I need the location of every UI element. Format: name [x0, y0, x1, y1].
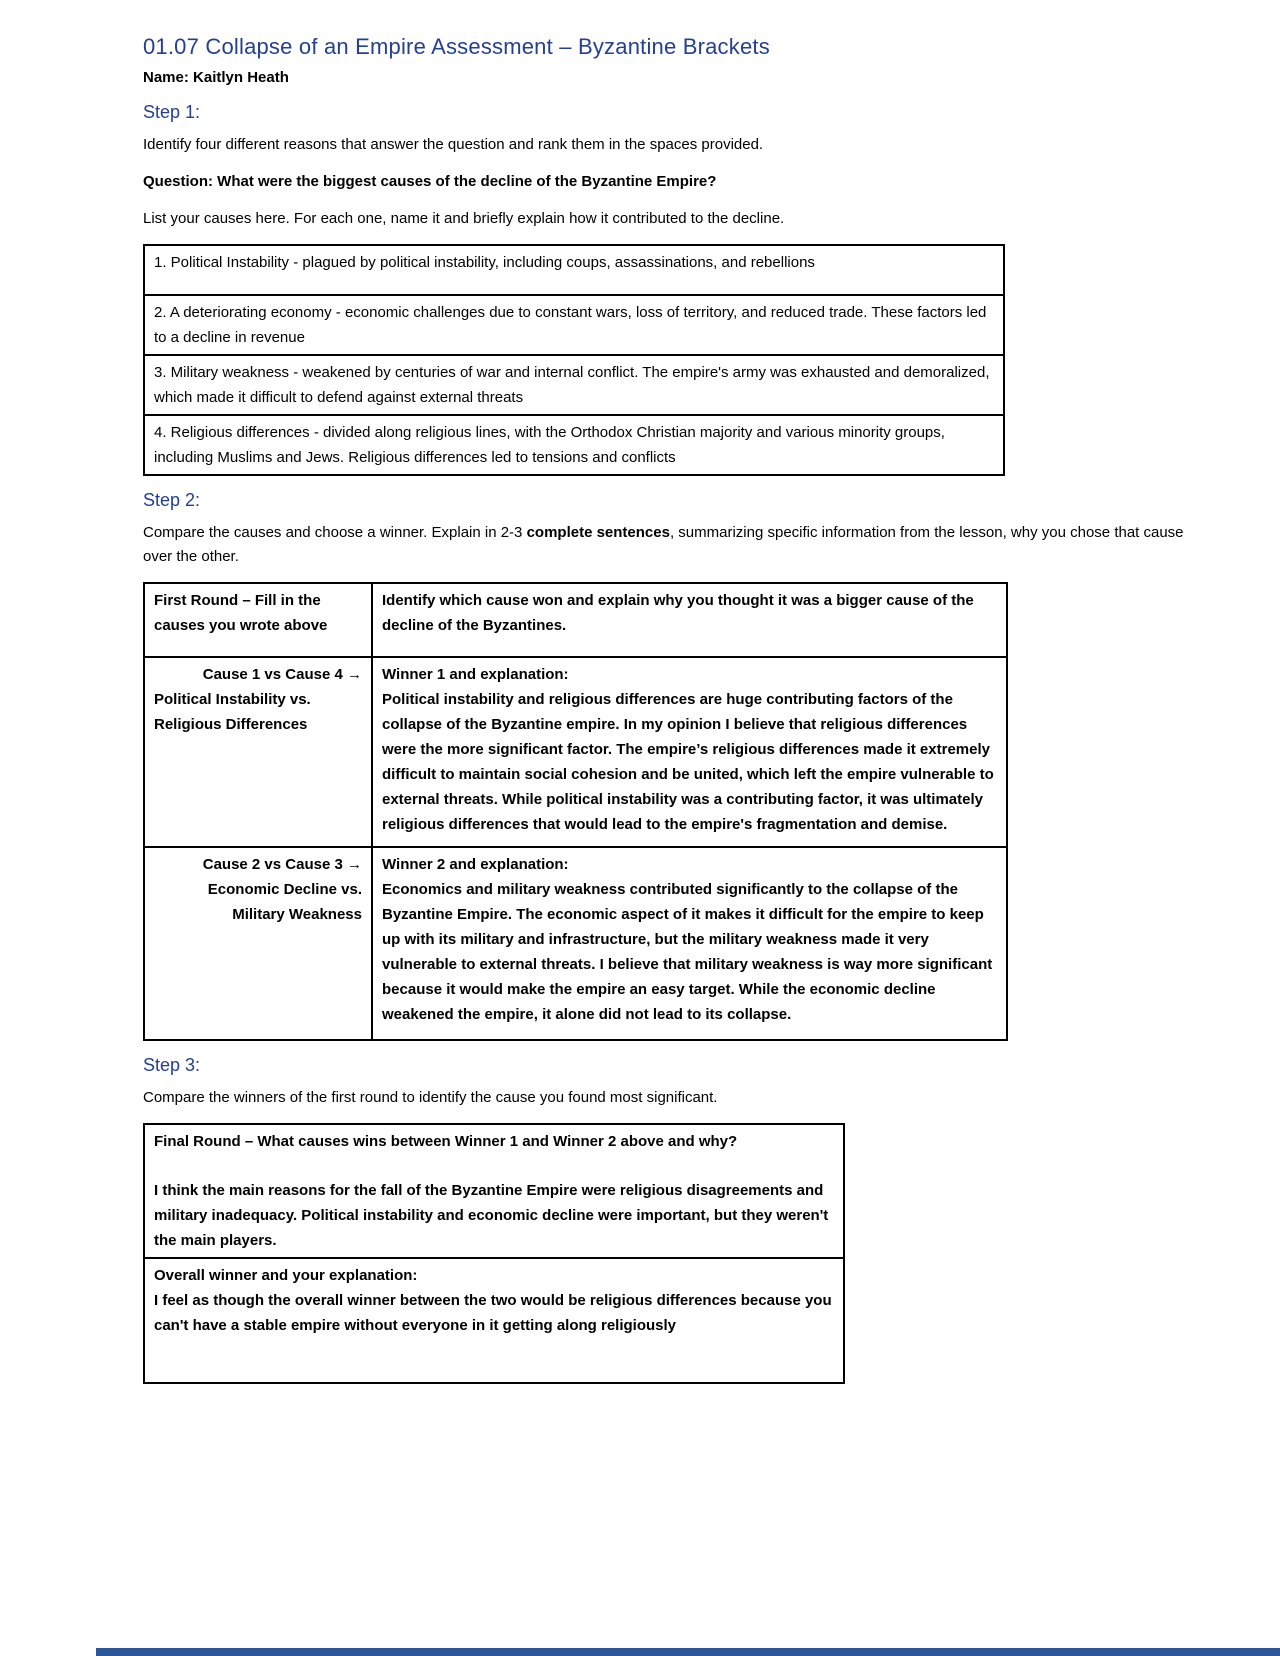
matchup-1-line-1: Cause 1 vs Cause 4 → [202, 666, 362, 683]
matchup-2-cell[interactable] [144, 847, 372, 1040]
winner-2-label: Winner 2 and explanation: [382, 856, 569, 873]
table-row [144, 295, 1004, 355]
step3-heading: Step 3: [143, 1055, 201, 1075]
next-page-edge-bar [96, 1648, 1280, 1656]
final-round-prompt: Final Round – What causes wins between Winner 1 and Winner 2 above and why? [154, 1133, 738, 1150]
winner-2-cell[interactable] [372, 847, 1007, 1040]
student-name: Name: Kaitlyn Heath [143, 69, 289, 86]
matchup-1-line-3: Religious Differences [154, 716, 308, 733]
winner-1-label: Winner 1 and explanation: [382, 666, 569, 683]
cause-2-cell[interactable]: 2. A deteriorating economy - economic challenges due to constant wars, loss of territory, and reduced trade. These factors led to a decline in revenue [144, 295, 1004, 355]
table-row [144, 657, 1007, 847]
winner-1-cell[interactable] [372, 657, 1007, 847]
table-row [144, 245, 1004, 295]
step2-instruction-bold: complete sentences [526, 524, 670, 541]
step2-instruction-prefix: Compare the causes and choose a winner. Explain in 2-3 [143, 524, 527, 541]
table-header-row [144, 583, 1007, 657]
final-round-table [143, 1123, 845, 1384]
table-row [144, 415, 1004, 475]
winner-2-explanation: Economics and military weakness contributed significantly to the collapse of the Byzantine Empire. The economic aspect of it makes it difficult for the empire to keep up with its military and infrastructure, but the military weakness made it very vulnerable to external threats. I believe that military weakness is way more significant because it would make the empire an easy target. While the economic decline weakened the empire, it alone did not lead to its collapse. [382, 881, 993, 1023]
identify-cause-header-cell: Identify which cause won and explain why you thought it was a bigger cause of the decline of the Byzantines. [372, 583, 1007, 657]
table-row [144, 1258, 844, 1383]
first-round-header-cell: First Round – Fill in the causes you wrote above [144, 583, 372, 657]
step3-instruction: Compare the winners of the first round to identify the cause you found most significant. [143, 1089, 718, 1106]
winner-1-explanation: Political instability and religious differences are huge contributing factors of the collapse of the Byzantine empire. In my opinion I believe that religious differences were the more significant factor. The empire’s religious differences made it extremely difficult to maintain social cohesion and be united, which left the empire vulnerable to external threats. While political instability was a contributing factor, it was ultimately religious differences that would lead to the empire's fragmentation and demise. [382, 691, 994, 833]
final-round-cell[interactable] [144, 1124, 844, 1258]
overall-winner-answer: I feel as though the overall winner between the two would be religious differences because you can't have a stable empire without everyone in it getting along religiously [154, 1292, 832, 1334]
table-row [144, 847, 1007, 1040]
matchup-1-line-2: Political Instability vs. [154, 691, 311, 708]
matchup-1-cell[interactable] [144, 657, 372, 847]
matchup-2-line-3: Military Weakness [232, 906, 362, 923]
cause-4-cell[interactable]: 4. Religious differences - divided along religious lines, with the Orthodox Christian majority and various minority groups, including Muslims and Jews. Religious differences led to tensions and conflicts [144, 415, 1004, 475]
overall-winner-label: Overall winner and your explanation: [154, 1267, 418, 1284]
step2-instruction-suffix: , summarizing specific information from the lesson, why you chose that cause over the other. [143, 524, 1184, 565]
cause-3-cell[interactable]: 3. Military weakness - weakened by centuries of war and internal conflict. The empire's army was exhausted and demoralized, which made it difficult to defend against external threats [144, 355, 1004, 415]
cause-1-cell[interactable]: 1. Political Instability - plagued by political instability, including coups, assassinations, and rebellions [144, 245, 1004, 295]
overall-winner-cell[interactable] [144, 1258, 844, 1383]
step1-heading: Step 1: [143, 102, 201, 122]
step1-list-prompt: List your causes here. For each one, name it and briefly explain how it contributed to the decline. [143, 210, 785, 227]
table-row [144, 1124, 844, 1258]
causes-table [143, 244, 1005, 476]
final-round-answer: I think the main reasons for the fall of the Byzantine Empire were religious disagreements and military inadequacy. Political instability and economic decline were important, but they weren't the main players. [154, 1182, 829, 1249]
step2-heading: Step 2: [143, 490, 201, 510]
matchup-2-line-2: Economic Decline vs. [207, 881, 362, 898]
matchup-2-line-1: Cause 2 vs Cause 3 → [202, 856, 362, 873]
step1-instruction: Identify four different reasons that answer the question and rank them in the spaces provided. [143, 136, 764, 153]
table-row [144, 355, 1004, 415]
first-round-table [143, 582, 1008, 1041]
page-title: 01.07 Collapse of an Empire Assessment – Byzantine Brackets [143, 34, 770, 59]
step2-instruction [143, 521, 1188, 569]
step1-question: Question: What were the biggest causes of the decline of the Byzantine Empire? [143, 173, 717, 190]
